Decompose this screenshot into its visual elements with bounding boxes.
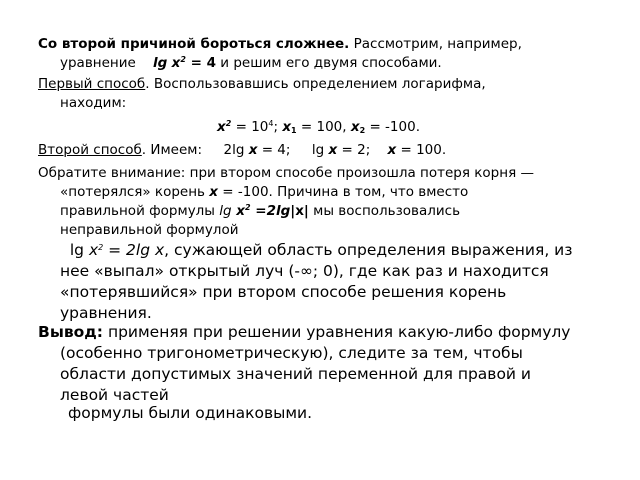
notice-line-3a: правильной формулы [60, 203, 220, 219]
formula-exp: 2 [225, 119, 232, 128]
second-method-eq2a: lg [311, 142, 329, 158]
formula-x1: x [282, 119, 292, 135]
conclusion-line-2: (особенно тригонометрическую), следите за тем, чтобы [60, 344, 523, 362]
equation-rhs: = 4 [185, 55, 216, 71]
conclusion-line-3: области допустимых значений переменной для правой и [60, 365, 532, 383]
notice-formula-exp: 2 [245, 203, 251, 212]
first-method-text-2: находим: [60, 95, 127, 111]
wrong-formula-lg: lg [69, 241, 89, 259]
wrong-formula-line-4: уравнения. [60, 304, 152, 322]
paragraph-conclusion [38, 322, 640, 406]
second-method-eq1x: x [248, 142, 258, 158]
paragraph-notice [38, 164, 640, 240]
paragraph-wrong-formula [38, 240, 640, 324]
intro-text-2: уравнение [60, 55, 136, 71]
notice-line-3b: мы воспользовались [308, 203, 461, 219]
second-method-eq2x: x [328, 142, 338, 158]
paragraph-first-method [38, 75, 640, 113]
notice-x: x [209, 184, 219, 200]
equation-lg: lg [153, 55, 168, 71]
intro-text: Рассмотрим, например, [349, 36, 522, 52]
first-method-text: . Воспользовавшись определением логарифма, [145, 76, 486, 92]
notice-line-1: Обратите внимание: при втором способе произошла потеря корня — [38, 165, 534, 181]
second-method-eq3x: x [387, 142, 397, 158]
wrong-formula-line-1: , сужающей область определения выражения, из [164, 241, 573, 259]
equation-x: x [171, 55, 181, 71]
intro-text-3: и решим его двумя способами. [216, 55, 442, 71]
second-method-eq3b: = 100. [396, 142, 447, 158]
formula-first-method [217, 118, 517, 137]
second-method-text: . Имеем: [141, 142, 203, 158]
formula-sub1: 1 [291, 126, 297, 135]
notice-formula-x: x [231, 203, 246, 219]
conclusion-line-5: формулы были одинаковыми. [68, 404, 313, 422]
notice-line-4: неправильной формулой [60, 222, 239, 238]
formula-sub2: 2 [359, 126, 366, 135]
conclusion-line-1: применяя при решении уравнения какую-либо формулу [103, 323, 571, 341]
formula-eq3: = -100. [365, 119, 420, 135]
formula-x: x [217, 119, 226, 135]
wrong-formula-line-2: нее «выпал» открытый луч (-∞; 0), где как раз и находится [60, 262, 549, 280]
wrong-formula-line-3: «потерявшийся» при втором способе решения корень [60, 283, 507, 301]
formula-x2: x [350, 119, 360, 135]
conclusion-line-4: левой частей [60, 386, 169, 404]
notice-line-2b: = -100. Причина в том, что вместо [218, 184, 469, 200]
formula-exp-2: 4 [268, 119, 274, 128]
wrong-formula-x: x [88, 241, 99, 259]
wrong-formula-eq: = 2lg x [103, 241, 165, 259]
formula-eq1: = 10 [231, 119, 269, 135]
second-method-eq2b: = 2; [337, 142, 371, 158]
paragraph-intro [38, 35, 640, 73]
notice-formula-lg: lg [219, 203, 232, 219]
equation-exponent: 2 [180, 55, 186, 64]
conclusion-label: Вывод: [38, 323, 104, 341]
second-method-eq1b: = 4; [257, 142, 291, 158]
first-method-label: Первый способ [38, 76, 146, 92]
second-method-label: Второй способ [38, 142, 142, 158]
notice-formula-eq: =2lg [250, 203, 291, 219]
paragraph-second-method [38, 141, 618, 160]
intro-heading: Со второй причиной бороться сложнее. [38, 36, 350, 52]
notice-line-2a: «потерялся» корень [60, 184, 210, 200]
second-method-eq1a: 2lg [223, 142, 249, 158]
wrong-formula-exp: 2 [98, 243, 104, 252]
formula-sep: ; [273, 119, 283, 135]
notice-formula-abs: |x| [290, 203, 309, 219]
formula-eq2: = 100, [296, 119, 351, 135]
